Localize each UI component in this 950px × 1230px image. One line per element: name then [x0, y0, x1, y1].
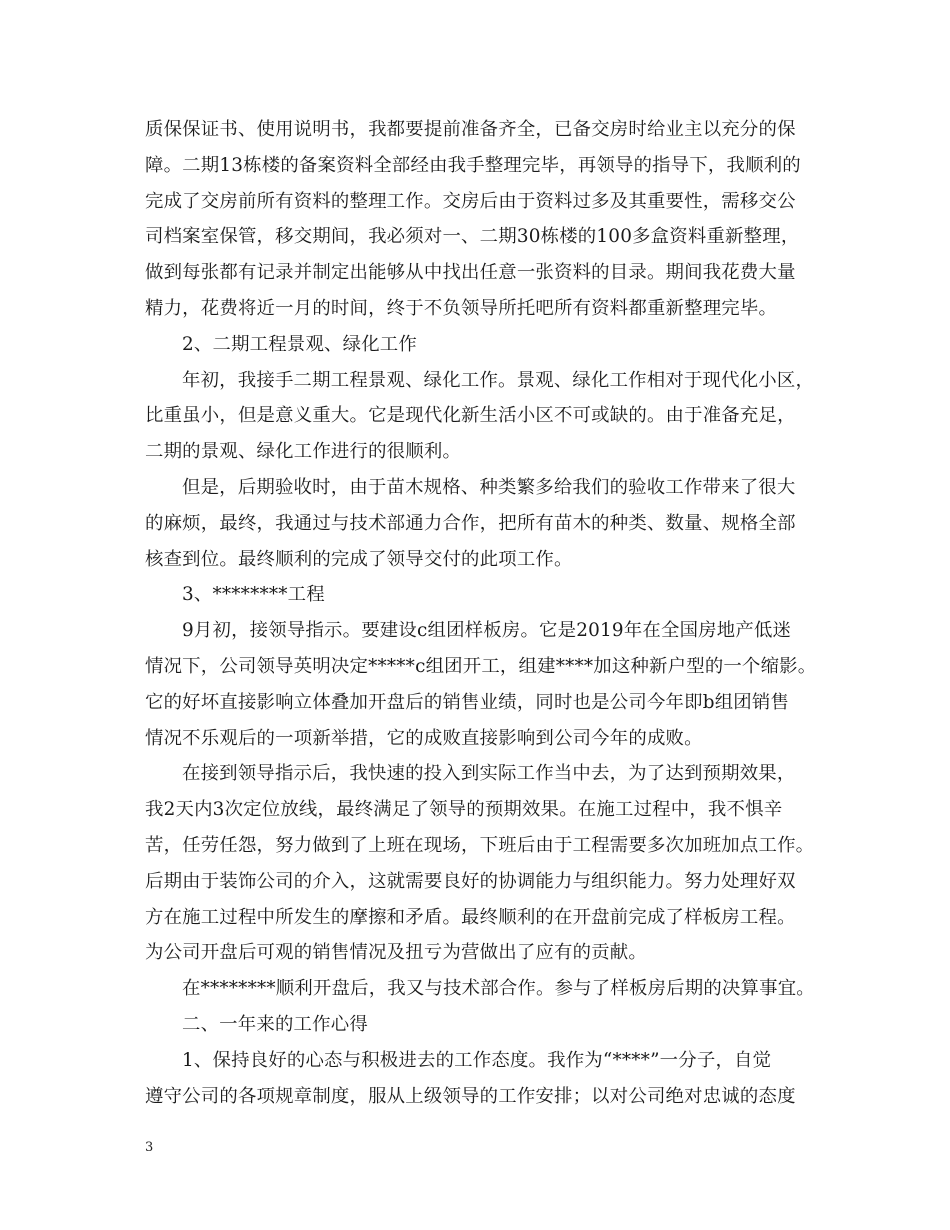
- page-number: 3: [145, 1140, 154, 1155]
- text-line: 但是，后期验收时，由于苗木规格、种类繁多给我们的验收工作带来了很大: [182, 476, 796, 498]
- text-line: 1、保持良好的心态与积极进去的工作态度。我作为“****”一分子，自觉: [182, 1049, 772, 1071]
- text-line: 我2天内3次定位放线，最终满足了领导的预期效果。在施工过程中，我不惧辛: [145, 799, 783, 821]
- text-line: 二、一年来的工作心得: [182, 1013, 368, 1035]
- text-line: 它的好坏直接影响立体叠加开盘后的销售业绩，同时也是公司今年即b组团销售: [145, 691, 790, 713]
- text-line: 完成了交房前所有资料的整理工作。交房后由于资料过多及其重要性，需移交公: [145, 190, 796, 212]
- text-line: 苦，任劳任怨，努力做到了上班在现场，下班后由于工程需要多次加班加点工作。: [145, 834, 815, 856]
- text-line: 的麻烦，最终，我通过与技术部通力合作，把所有苗木的种类、数量、规格全部: [145, 512, 796, 534]
- text-line: 在********顺利开盘后，我又与技术部合作。参与了样板房后期的决算事宜。: [182, 978, 815, 1000]
- text-line: 质保保证书、使用说明书，我都要提前准备齐全，已备交房时给业主以充分的保: [145, 119, 796, 140]
- text-line: 后期由于装饰公司的介入，这就需要良好的协调能力与组织能力。努力处理好双: [145, 870, 796, 892]
- body-text: [145, 112, 817, 1114]
- text-line: 2、二期工程景观、绿化工作: [182, 333, 417, 355]
- text-line: 司档案室保管，移交期间，我必须对一、二期30栋楼的100多盒资料重新整理，: [145, 226, 800, 248]
- text-line: 在接到领导指示后，我快速的投入到实际工作当中去，为了达到预期效果，: [182, 763, 796, 785]
- text-line: 情况不乐观后的一项新举措，它的成败直接影响到公司今年的成败。: [145, 727, 703, 749]
- text-line: 9月初，接领导指示。要建设c组团样板房。它是2019年在全国房地产低迷: [182, 620, 792, 642]
- text-line: 年初，我接手二期工程景观、绿化工作。景观、绿化工作相对于现代化小区，: [182, 369, 815, 391]
- text-line: 比重虽小，但是意义重大。它是现代化新生活小区不可或缺的。由于准备充足，: [145, 405, 796, 427]
- text-line: 方在施工过程中所发生的摩擦和矛盾。最终顺利的在开盘前完成了样板房工程。: [145, 906, 796, 928]
- text-line: 精力，花费将近一月的时间，终于不负领导所托吧所有资料都重新整理完毕。: [145, 297, 778, 319]
- text-line: 二期的景观、绿化工作进行的很顺利。: [145, 441, 462, 463]
- text-line: 障。二期13栋楼的备案资料全部经由我手整理完毕，再领导的指导下，我顺利的: [145, 154, 801, 176]
- text-line: 3、********工程: [182, 584, 325, 606]
- text-line: 为公司开盘后可观的销售情况及扭亏为营做出了应有的贡献。: [145, 942, 647, 964]
- text-line: 核查到位。最终顺利的完成了领导交付的此项工作。: [145, 548, 573, 570]
- text-line: 情况下，公司领导英明决定*****c组团开工，组建****加这种新户型的一个缩影。: [145, 655, 817, 677]
- text-line: 遵守公司的各项规章制度，服从上级领导的工作安排；以对公司绝对忠诚的态度: [145, 1085, 796, 1107]
- text-line: 做到每张都有记录并制定出能够从中找出任意一张资料的目录。期间我花费大量: [145, 262, 796, 284]
